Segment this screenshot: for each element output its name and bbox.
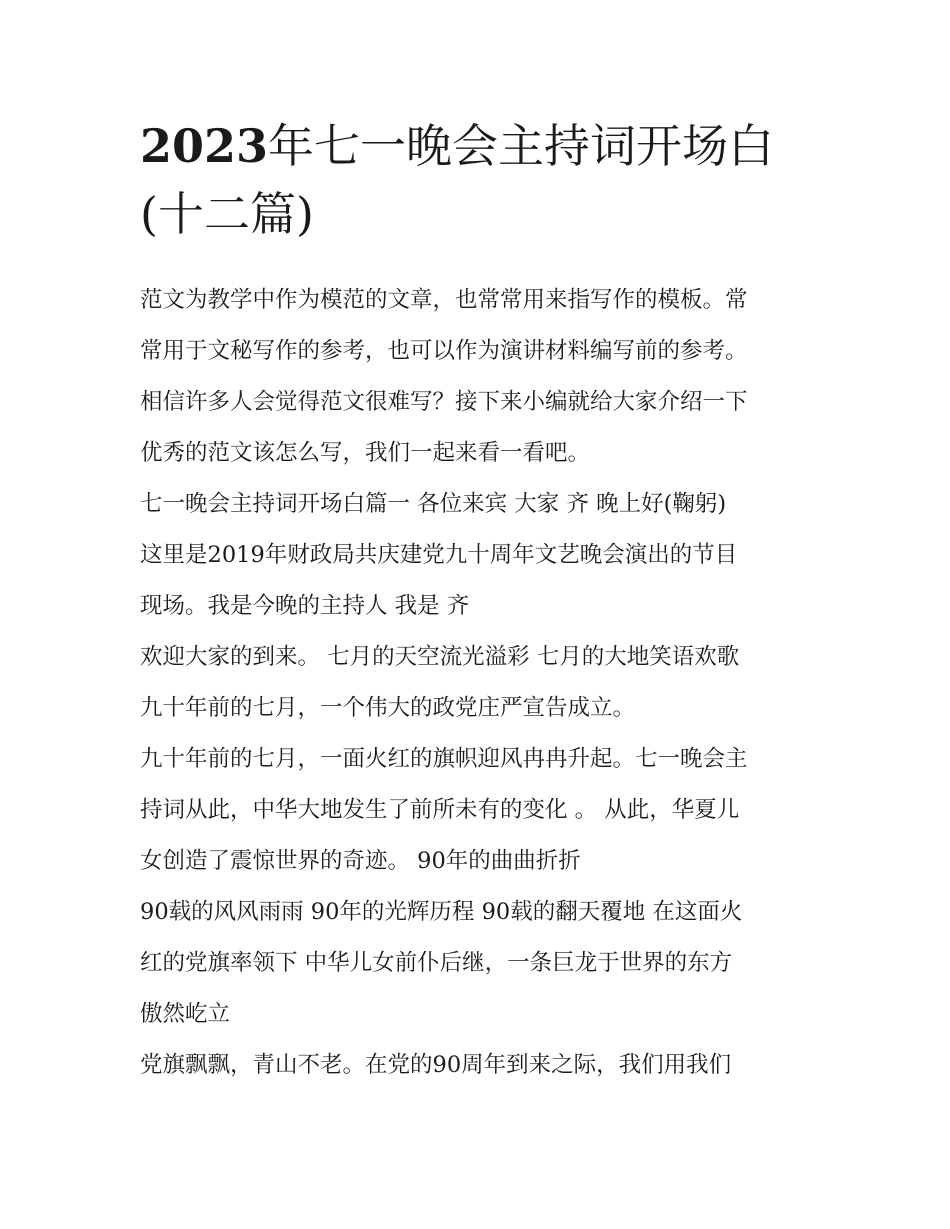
- body-line: 优秀的范文该怎么写，我们一起来看一看吧。: [140, 440, 591, 466]
- document-body: [140, 279, 830, 1095]
- body-line: 傲然屹立: [140, 1001, 231, 1027]
- title-year: 2023: [140, 119, 269, 173]
- title-line-1: [140, 112, 830, 180]
- title-line-2: (十二篇): [140, 187, 314, 241]
- body-line: 这里是2019年财政局共庆建党九十周年文艺晚会演出的节目: [140, 542, 738, 568]
- body-line: 七一晚会主持词开场白篇一 各位来宾 大家 齐 晚上好(鞠躬): [140, 491, 727, 517]
- body-line: 范文为教学中作为模范的文章，也常常用来指写作的模板。常: [140, 287, 748, 313]
- body-line: 党旗飘飘，青山不老。在党的90周年到来之际，我们用我们: [140, 1052, 732, 1078]
- document-title: [140, 112, 830, 248]
- body-line: 欢迎大家的到来。 七月的天空流光溢彩 七月的大地笑语欢歌: [140, 644, 740, 670]
- body-line: 九十年前的七月，一面火红的旗帜迎风冉冉升起。七一晚会主: [140, 746, 748, 772]
- body-line: 持词从此，中华大地发生了前所未有的变化 。 从此，华夏儿: [140, 797, 740, 823]
- body-line: 现场。我是今晚的主持人 我是 齐: [140, 593, 470, 619]
- body-line: 女创造了震惊世界的奇迹。 90年的曲曲折折: [140, 848, 581, 874]
- body-line: 九十年前的七月，一个伟大的政党庄严宣告成立。: [140, 695, 636, 721]
- body-line: 相信许多人会觉得范文很难写？接下来小编就给大家介绍一下: [140, 389, 748, 415]
- body-line: 90载的风风雨雨 90年的光辉历程 90载的翻天覆地 在这面火: [140, 899, 743, 925]
- body-line: 红的党旗率领下 中华儿女前仆后继，一条巨龙于世界的东方: [140, 950, 733, 976]
- title-text: 年七一晚会主持词开场白: [268, 119, 775, 173]
- body-line: 常用于文秘写作的参考，也可以作为演讲材料编写前的参考。: [140, 338, 748, 364]
